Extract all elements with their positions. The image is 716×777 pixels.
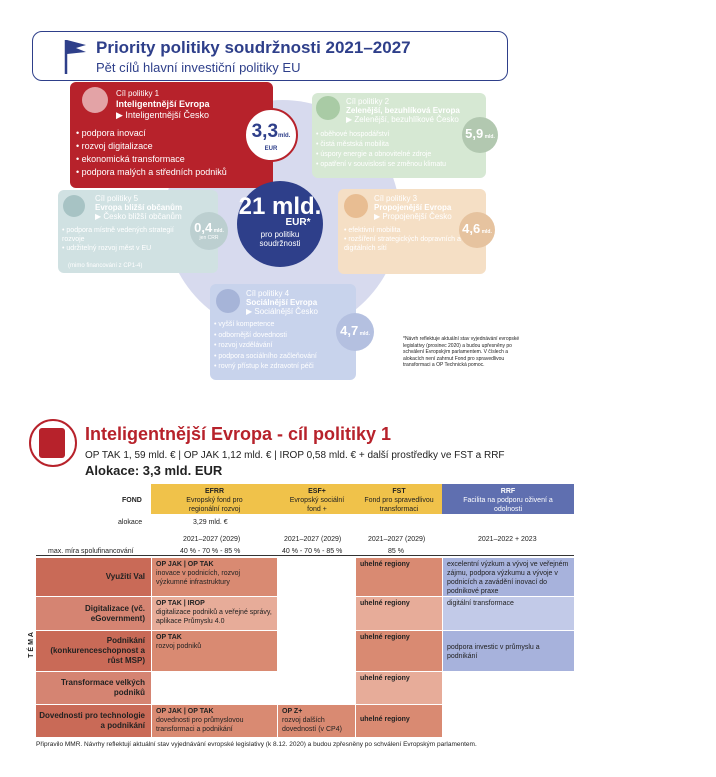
table-cell: OP TAK rozvoj podniků <box>152 631 277 671</box>
table-cell: uhelné regiony <box>356 631 442 671</box>
goal3-cz: ▶ Propojenější Česko <box>374 212 452 221</box>
table-row-label: Podnikání (konkurenceschopnost a růst MSP) <box>36 631 151 671</box>
goal2-cz: ▶ Zelenější, bezuhlíkové Česko <box>346 115 459 124</box>
list-item: • efektivní mobilita <box>344 226 464 235</box>
goal5-list <box>62 226 188 253</box>
leaf-icon <box>316 96 340 120</box>
list-item: • odbornější dovednosti <box>214 331 317 342</box>
goal5-badge: 0,4 mld. jen CRR <box>190 212 228 250</box>
goal1-name: Inteligentnější Evropa <box>116 99 210 109</box>
goal4-list <box>214 320 317 373</box>
table-divider <box>36 555 574 556</box>
page-subtitle: Pět cílů hlavní investiční politiky EU <box>96 60 301 75</box>
col-rrf: RRF Facilita na podporu oživení a odolnosti <box>442 484 574 514</box>
list-item: • podpora místně vedených strategií rozvoje <box>62 226 188 244</box>
tema-label: TÉMA <box>28 630 35 658</box>
col-efrr: EFRR Evropský fond pro regionální rozvoj <box>151 484 278 514</box>
list-item: • vyšší kompetence <box>214 320 317 331</box>
alokace-label: alokace <box>118 519 143 526</box>
table-cell: OP TAK | IROP digitalizace podniků a veřejné správy, aplikace Průmyslu 4.0 <box>152 597 277 630</box>
table-row-label: Využití VaI <box>36 558 151 596</box>
goal2-name: Zelenější, bezuhlíková Evropa <box>346 106 460 115</box>
list-item: • udržitelný rozvoj měst v EU <box>62 244 188 253</box>
efrr-period: 2021–2027 (2029) <box>183 536 241 543</box>
goal1-cz: ▶ Inteligentnější Česko <box>116 110 209 120</box>
goal3-badge: 4,6 mld. <box>459 212 495 248</box>
center-total-badge: 21 mld. EUR* pro politiku soudržnosti <box>237 181 323 267</box>
table-row-label: Digitalizace (vč. eGovernment) <box>36 597 151 630</box>
goal4-num: Cíl politiky 4 <box>246 289 290 298</box>
table-cell: uhelné regiony <box>356 705 442 737</box>
section-programs: OP TAK 1, 59 mld. € | OP JAK 1,12 mld. € | IROP 0,58 mld. € + další prostředky ve FST a RRF <box>85 450 505 461</box>
page-title: Priority politiky soudržnosti 2021–2027 <box>96 38 411 57</box>
goal3-list <box>344 226 464 253</box>
fond-label: FOND <box>122 497 142 504</box>
goal4-cz: ▶ Sociálnější Česko <box>246 307 318 316</box>
goal1-list <box>76 127 227 179</box>
bus-icon <box>344 194 368 218</box>
col-fst: FST Fond pro spravedlivou transformaci <box>356 484 442 514</box>
fst-period: 2021–2027 (2029) <box>368 536 426 543</box>
goal1-num: Cíl politiky 1 <box>116 89 160 98</box>
phone-icon <box>39 428 65 458</box>
table-row-label: Dovednosti pro technologie a podnikání <box>36 705 151 737</box>
list-item: • úspory energie a obnovitelné zdroje <box>316 150 446 160</box>
head-icon <box>216 289 240 313</box>
section-allocation: Alokace: 3,3 mld. EUR <box>85 463 223 478</box>
esf-period: 2021–2027 (2029) <box>284 536 342 543</box>
goal5-note: (mimo financování z CP1-4) <box>68 263 143 269</box>
list-item: • rozvoj digitalizace <box>76 140 227 153</box>
list-item: • podpora malých a středních podniků <box>76 166 227 179</box>
goal3-name: Propojenější Evropa <box>374 203 452 212</box>
goal2-badge: 5,9 mld. <box>462 117 498 153</box>
list-item: • podpora inovací <box>76 127 227 140</box>
list-item: • čistá městská mobilita <box>316 140 446 150</box>
goal2-num: Cíl politiky 2 <box>346 97 390 106</box>
col-esf: ESF+ Evropský sociální fond + <box>278 484 356 514</box>
table-cell: podpora investic v průmyslu a podnikání <box>443 631 574 671</box>
footnote: *Návrh reflektuje aktuální stav vyjednávání evropské legislativy (prosinec 2020) a budou upřesněny po schválení Evropským parlamentem. V číslech a alokacích není zahrnut Fond pro spravedlivou transformaci a OP Technická pomoc. <box>403 336 520 368</box>
goal5-cz: ▶ Česko bližší občanům <box>95 212 182 221</box>
table-cell: excelentní výzkum a vývoj ve veřejném zájmu, podpora výzkumu a vývoje v podnicích a zavádění inovací do podnikové praxe <box>443 558 574 596</box>
list-item: • rozvoj vzdělávání <box>214 341 317 352</box>
efrr-alokace: 3,29 mld. € <box>193 519 228 526</box>
goal5-num: Cíl politiky 5 <box>95 194 139 203</box>
list-item: • opatření v souvislosti se změnou klimatu <box>316 160 446 170</box>
list-item: • rozšíření strategických dopravních a digitálních sítí <box>344 235 464 253</box>
table-cell: OP Z+ rozvoj dalších dovedností (v CP4) <box>278 705 355 737</box>
rrf-period: 2021–2022 + 2023 <box>478 536 537 543</box>
table-cell: uhelné regiony <box>356 672 442 704</box>
efrr-mira: 40 % - 70 % - 85 % <box>180 548 241 555</box>
list-item: • oběhové hospodářství <box>316 130 446 140</box>
section-title: Inteligentnější Evropa - cíl politiky 1 <box>85 424 392 444</box>
fst-mira: 85 % <box>388 548 404 555</box>
goal2-list <box>316 130 446 170</box>
table-cell: uhelné regiony <box>356 597 442 630</box>
goal4-badge: 4,7 mld. <box>336 313 374 351</box>
table-cell: digitální transformace <box>443 597 574 630</box>
source-note: Připravilo MMR. Návrhy reflektují aktuální stav vyjednávání evropské legislativy (k 8.12. 2020) a budou zpřesněny po schválení Evropským parlamentem. <box>36 741 477 748</box>
table-cell: uhelné regiony <box>356 558 442 596</box>
list-item: • podpora sociálního začleňování <box>214 352 317 363</box>
people-icon <box>63 195 85 217</box>
goal4-name: Sociálnější Evropa <box>246 298 318 307</box>
goal1-badge: 3,3mld. EUR <box>244 108 298 162</box>
list-item: • rovný přístup ke zdravotní péči <box>214 362 317 373</box>
goal3-num: Cíl politiky 3 <box>374 194 418 203</box>
goal5-name: Evropa bližší občanům <box>95 203 183 212</box>
phone-icon <box>82 87 108 113</box>
list-item: • ekonomická transformace <box>76 153 227 166</box>
table-cell: OP JAK | OP TAK dovednosti pro průmyslovou transformaci a podnikání <box>152 705 277 737</box>
flag-icon <box>62 36 90 76</box>
esf-mira: 40 % - 70 % - 85 % <box>282 548 343 555</box>
table-cell: OP JAK | OP TAK inovace v podnicích, rozvoj výzkumné infrastruktury <box>152 558 277 596</box>
mira-label: max. míra spolufinancování <box>48 548 134 555</box>
table-row-label: Transformace velkých podniků <box>36 672 151 704</box>
